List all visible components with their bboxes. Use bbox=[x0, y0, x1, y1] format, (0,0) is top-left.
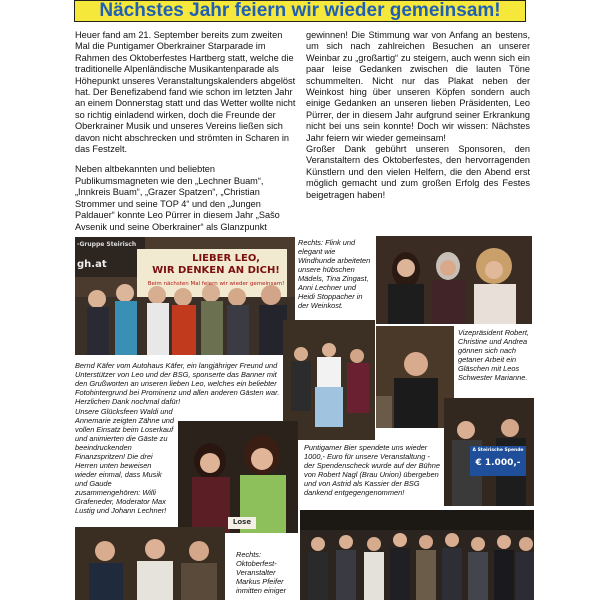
article-paragraph: Neben altbekannten und beliebten Publikumsmagneten wie den „Lechner Buam“, „Innkreis Buam“, „Grazer Spatzen“, „Christian Strommer und seine TOP 4“ und den „Jungen Paldauer“ konnte Leo Pürrer in diesem Jahr „Sašo Avsenik und seine Oberkrainer“ als Glanzpunkt bbox=[75, 164, 280, 232]
article-paragraph: Heuer fand am 21. September bereits zum zweiten Mal die Puntigamer Oberkrainer Starparade im Rahmen des Oktoberfestes Hartberg statt, welche die traditionelle Alpenländische Musikantenparade als Höhepunkt unseres Veranstaltungskalenders abgelöst hat. Der Benefizabend fand wie schon im letzten Jahr an einem Donnerstag statt und das Wetter wollte nicht so richtig einladend wirken, doch die Freunde der Oberkrainer Musik und unseres Vereins ließen sich davon nicht abschrecken und strömten in Scharen in das Festzelt. bbox=[75, 30, 296, 155]
article-left-column bbox=[75, 30, 297, 242]
photo-weinkost-women bbox=[376, 236, 532, 324]
headline: Nächstes Jahr feiern wir wieder gemeinsam! bbox=[74, 0, 526, 22]
banner-line-3: Beim nächsten Mal feiern wir wieder gemeinsam! bbox=[147, 281, 285, 287]
photo-man-black-shirt bbox=[376, 326, 454, 428]
banner-line-2: WIR DENKEN AN DICH! bbox=[152, 265, 280, 276]
caption-veranstalter: Rechts: Oktoberfest-Veranstalter Markus Pfeifer inmitten einiger bbox=[236, 550, 287, 595]
photo-veranstalter-group bbox=[300, 510, 534, 600]
caption-kaefer: Bernd Käfer vom Autohaus Käfer, ein langjähriger Freund und Unterstützer von Leo und der BSG, sponserte das Banner mit den Grußworten an unseren lieben Leo, welches ein beliebter Fotohintergrund bei Prominenz und allen anderen Gästen war. Herzlichen Dank nochmal dafür! bbox=[75, 361, 280, 406]
cheque-label: A Steirische Spende bbox=[472, 448, 524, 453]
caption-vizepraesident: Vizepräsident Robert, Christine und Andrea gönnen sich nach getaner Arbeit ein Gläschen mit Leos Schwester Marianne. bbox=[458, 328, 529, 382]
banner-sign-left-url: gh.at bbox=[77, 259, 107, 270]
banner-line-1: LIEBER LEO, bbox=[192, 253, 260, 264]
article-paragraph: Großer Dank gebührt unseren Sponsoren, den Veranstaltern des Oktoberfestes, den hervorragenden Künstlern und den vielen Helfern, die den Abend erst möglich gemacht und zum großen Erfolg des Festes beigetragen haben! bbox=[306, 144, 530, 200]
photo-three-men bbox=[75, 527, 225, 600]
caption-gluecksfeen: Unsere Glücksfeen Waldi und Annemarie zeigten Zähne und vollen Einsatz beim Loserkauf und animierten die Gäste zu beeindruckenden Finanzspritzen! Die drei Herren unten beweisen wieder einmal, dass Musik und Gaude zusammengehören: Willi Grafeneder, Moderator Max Lustig und Johann Lechner! bbox=[75, 407, 175, 515]
photo-gluecksfeen bbox=[178, 421, 298, 533]
cheque-amount: € 1.000,- bbox=[475, 458, 521, 468]
photo-banner-group bbox=[75, 237, 295, 355]
article-paragraph: gewinnen! Die Stimmung war von Anfang an bestens, um sich nach zahlreichen Besuchen an unserer Weinbar zu „großartig“ zu steigern, auch wenn sich ein paar leise Gedanken zwischen die lauten Töne schummelten. Nicht nur das Plakat neben der Weinkost hing über unseren Köpfen sondern auch einige Gedanken an unseren lieben Präsidenten, Leo Pürrer, der in diesem Jahr aufgrund seiner Erkrankung nicht bei uns sein konnte! Doch wir wissen: Nächstes Jahr feiern wir wieder gemeinsam! bbox=[306, 30, 530, 143]
caption-puntigamer: Puntigamer Bier spendete uns wieder 1000,- Euro für unsere Veranstaltung - der Spendenscheck wurde auf der Bühne von Robert Nagl (Brau Union) übergeben und von Astrid als Kassier der BSG dankend entgegengenommen! bbox=[304, 443, 440, 497]
photo-cheque-handover bbox=[444, 398, 534, 506]
caption-weinkost: Rechts: Flink und elegant wie Windhunde arbeiteten unsere hübschen Mädels, Tina Zingast, Anni Lechner und Heidi Stoppacher in der Weinkost. bbox=[298, 238, 371, 310]
banner-sign-left: -Gruppe Steirisch bbox=[77, 241, 137, 248]
lose-sign: Lose bbox=[232, 518, 252, 526]
article-right-column bbox=[306, 30, 530, 210]
